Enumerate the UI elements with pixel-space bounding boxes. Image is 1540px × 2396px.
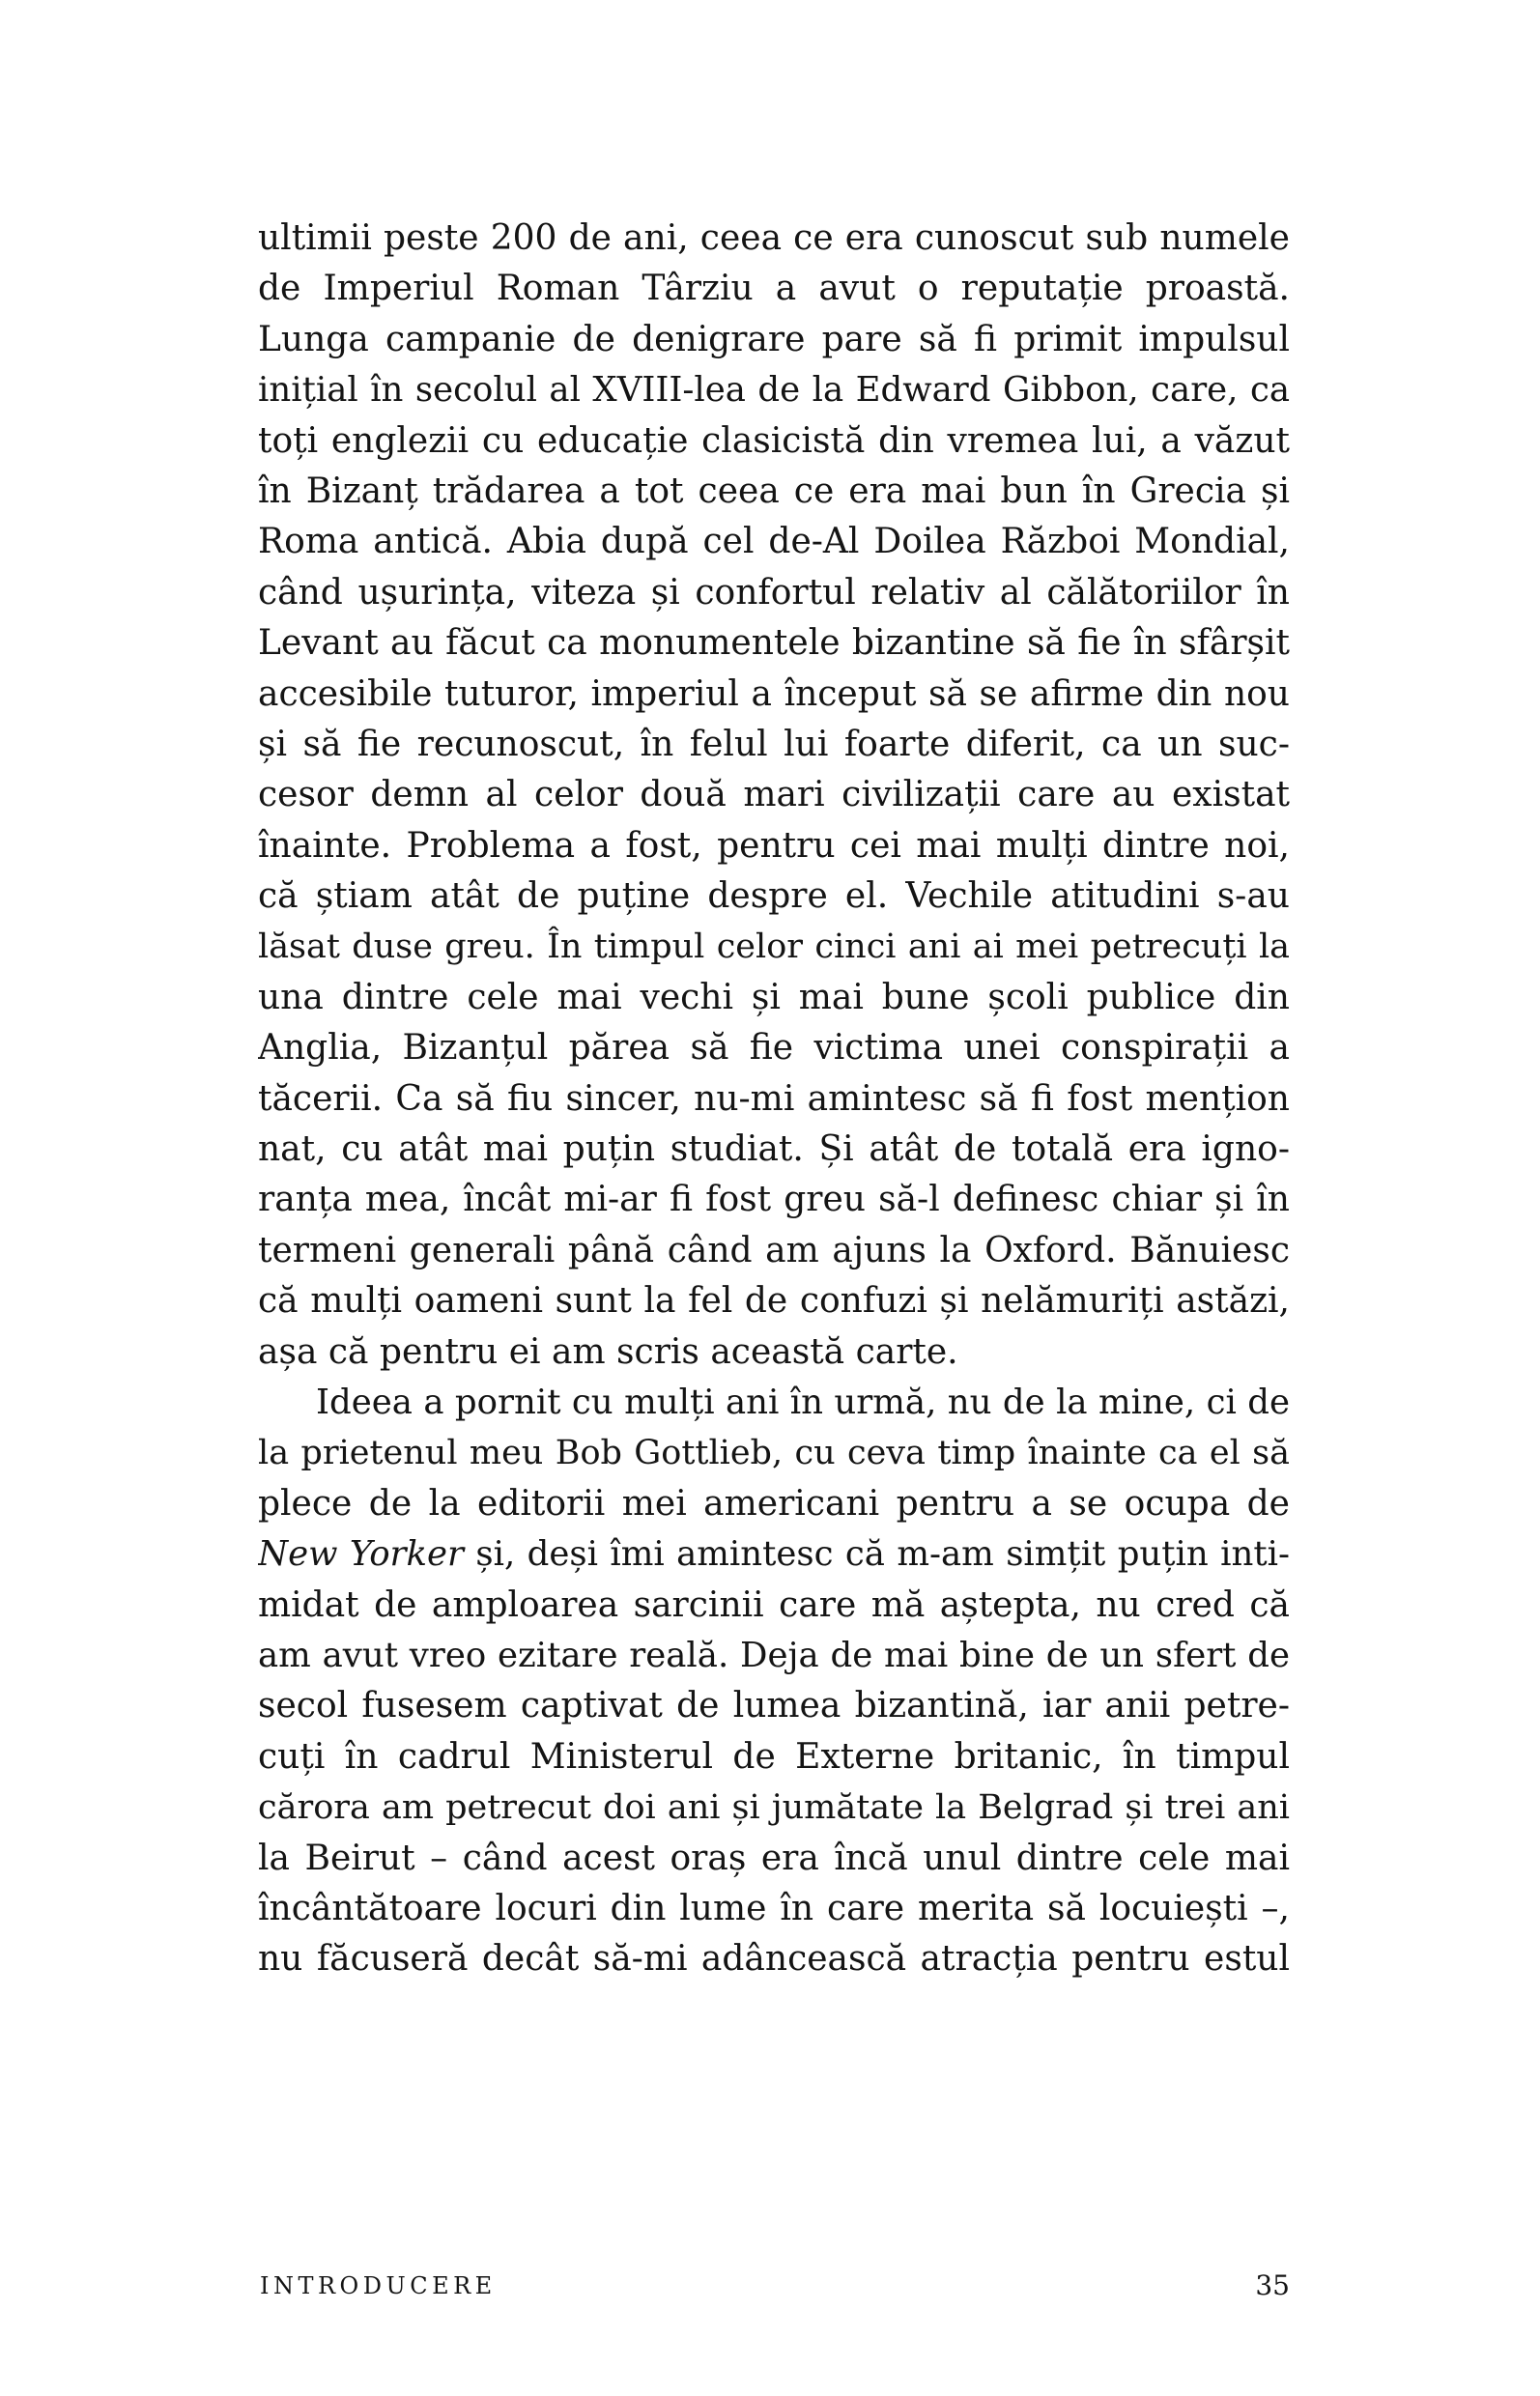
text-line-4: inițial în secolul al XVIII-lea de la Edward Gibbon, care, ca xyxy=(258,370,1290,411)
text-line-2: de Imperiul Roman Târziu a avut o reputație proastă. xyxy=(258,269,1290,309)
text-line-27-rest: și, deși îmi amintesc că m-am simțit puțin inti- xyxy=(475,1534,1290,1575)
text-line-13: înainte. Problema a fost, pentru cei mai mulți dintre noi, xyxy=(258,825,1290,866)
text-line-22: că mulți oameni sunt la fel de confuzi și nelămuriți astăzi, xyxy=(258,1281,1290,1322)
text-line-33: la Beirut – când acest oraș era încă unul dintre cele mai xyxy=(258,1838,1290,1878)
text-line-14: că știam atât de puține despre el. Vechile atitudini s-au xyxy=(258,876,1290,917)
text-line-7: Roma antică. Abia după cel de-Al Doilea Război Mondial, xyxy=(258,522,1290,562)
text-line-16: una dintre cele mai vechi și mai bune școli publice din xyxy=(258,977,1290,1017)
body-text xyxy=(258,214,1290,1985)
text-line-26: plece de la editorii mei americani pentru a se ocupa de xyxy=(258,1483,1290,1524)
text-line-10: accesibile tuturor, imperiul a început să se afirme din nou xyxy=(258,673,1290,714)
text-line-31: cuți în cadrul Ministerul de Externe britanic, în timpul xyxy=(258,1736,1290,1777)
text-line-25: la prietenul meu Bob Gottlieb, cu ceva timp înainte ca el să xyxy=(258,1434,1290,1473)
text-line-35: nu făcuseră decât să-mi adâncească atracția pentru estul xyxy=(258,1939,1290,1980)
text-line-34: încântătoare locuri din lume în care merita să locuiești –, xyxy=(258,1888,1290,1928)
text-line-9: Levant au făcut ca monumentele bizantine să fie în sfârșit xyxy=(258,623,1290,664)
text-line-32: cărora am petrecut doi ani și jumătate la Belgrad și trei ani xyxy=(258,1788,1290,1828)
text-line-29: am avut vreo ezitare reală. Deja de mai bine de un sfert de xyxy=(258,1635,1290,1675)
text-line-30: secol fusesem captivat de lumea bizantină, iar anii petre- xyxy=(258,1686,1290,1726)
text-line-1: ultimii peste 200 de ani, ceea ce era cunoscut sub numele xyxy=(258,218,1290,258)
text-line-20: ranța mea, încât mi-ar fi fost greu să-l definesc chiar și în xyxy=(258,1180,1290,1220)
text-line-17: Anglia, Bizanțul părea să fie victima unei conspirații a xyxy=(258,1028,1290,1069)
text-line-28: midat de amploarea sarcinii care mă aștepta, nu cred că xyxy=(258,1584,1290,1625)
text-line-6: în Bizanț trădarea a tot ceea ce era mai bun în Grecia și xyxy=(258,471,1290,511)
italic-title: New Yorker xyxy=(258,1534,465,1575)
text-line-21: termeni generali până când am ajuns la Oxford. Bănuiesc xyxy=(258,1230,1290,1270)
running-head: INTRODUCERE xyxy=(260,2272,497,2299)
page-number: 35 xyxy=(1255,2269,1290,2301)
text-line-24: Ideea a pornit cu mulți ani în urmă, nu de la mine, ci de xyxy=(316,1382,1290,1422)
page-footer xyxy=(258,2267,1290,2305)
text-line-15: lăsat duse greu. În timpul celor cinci ani ai mei petrecuți la xyxy=(258,927,1290,967)
text-line-27 xyxy=(258,1529,1290,1580)
text-line-5: toți englezii cu educație clasicistă din vremea lui, a văzut xyxy=(258,420,1290,461)
text-line-18: tăcerii. Ca să fiu sincer, nu-mi amintesc să fi fost mențion xyxy=(258,1078,1290,1119)
text-line-23: așa că pentru ei am scris această carte. xyxy=(258,1331,958,1372)
text-line-11: și să fie recunoscut, în felul lui foarte diferit, ca un suc- xyxy=(258,724,1290,764)
text-line-8: când ușurința, viteza și confortul relativ al călătoriilor în xyxy=(258,572,1290,613)
text-line-12: cesor demn al celor două mari civilizații care au existat xyxy=(258,775,1290,815)
text-line-3: Lunga campanie de denigrare pare să fi primit impulsul xyxy=(258,319,1290,359)
text-line-19: nat, cu atât mai puțin studiat. Și atât de totală era igno- xyxy=(258,1129,1290,1170)
